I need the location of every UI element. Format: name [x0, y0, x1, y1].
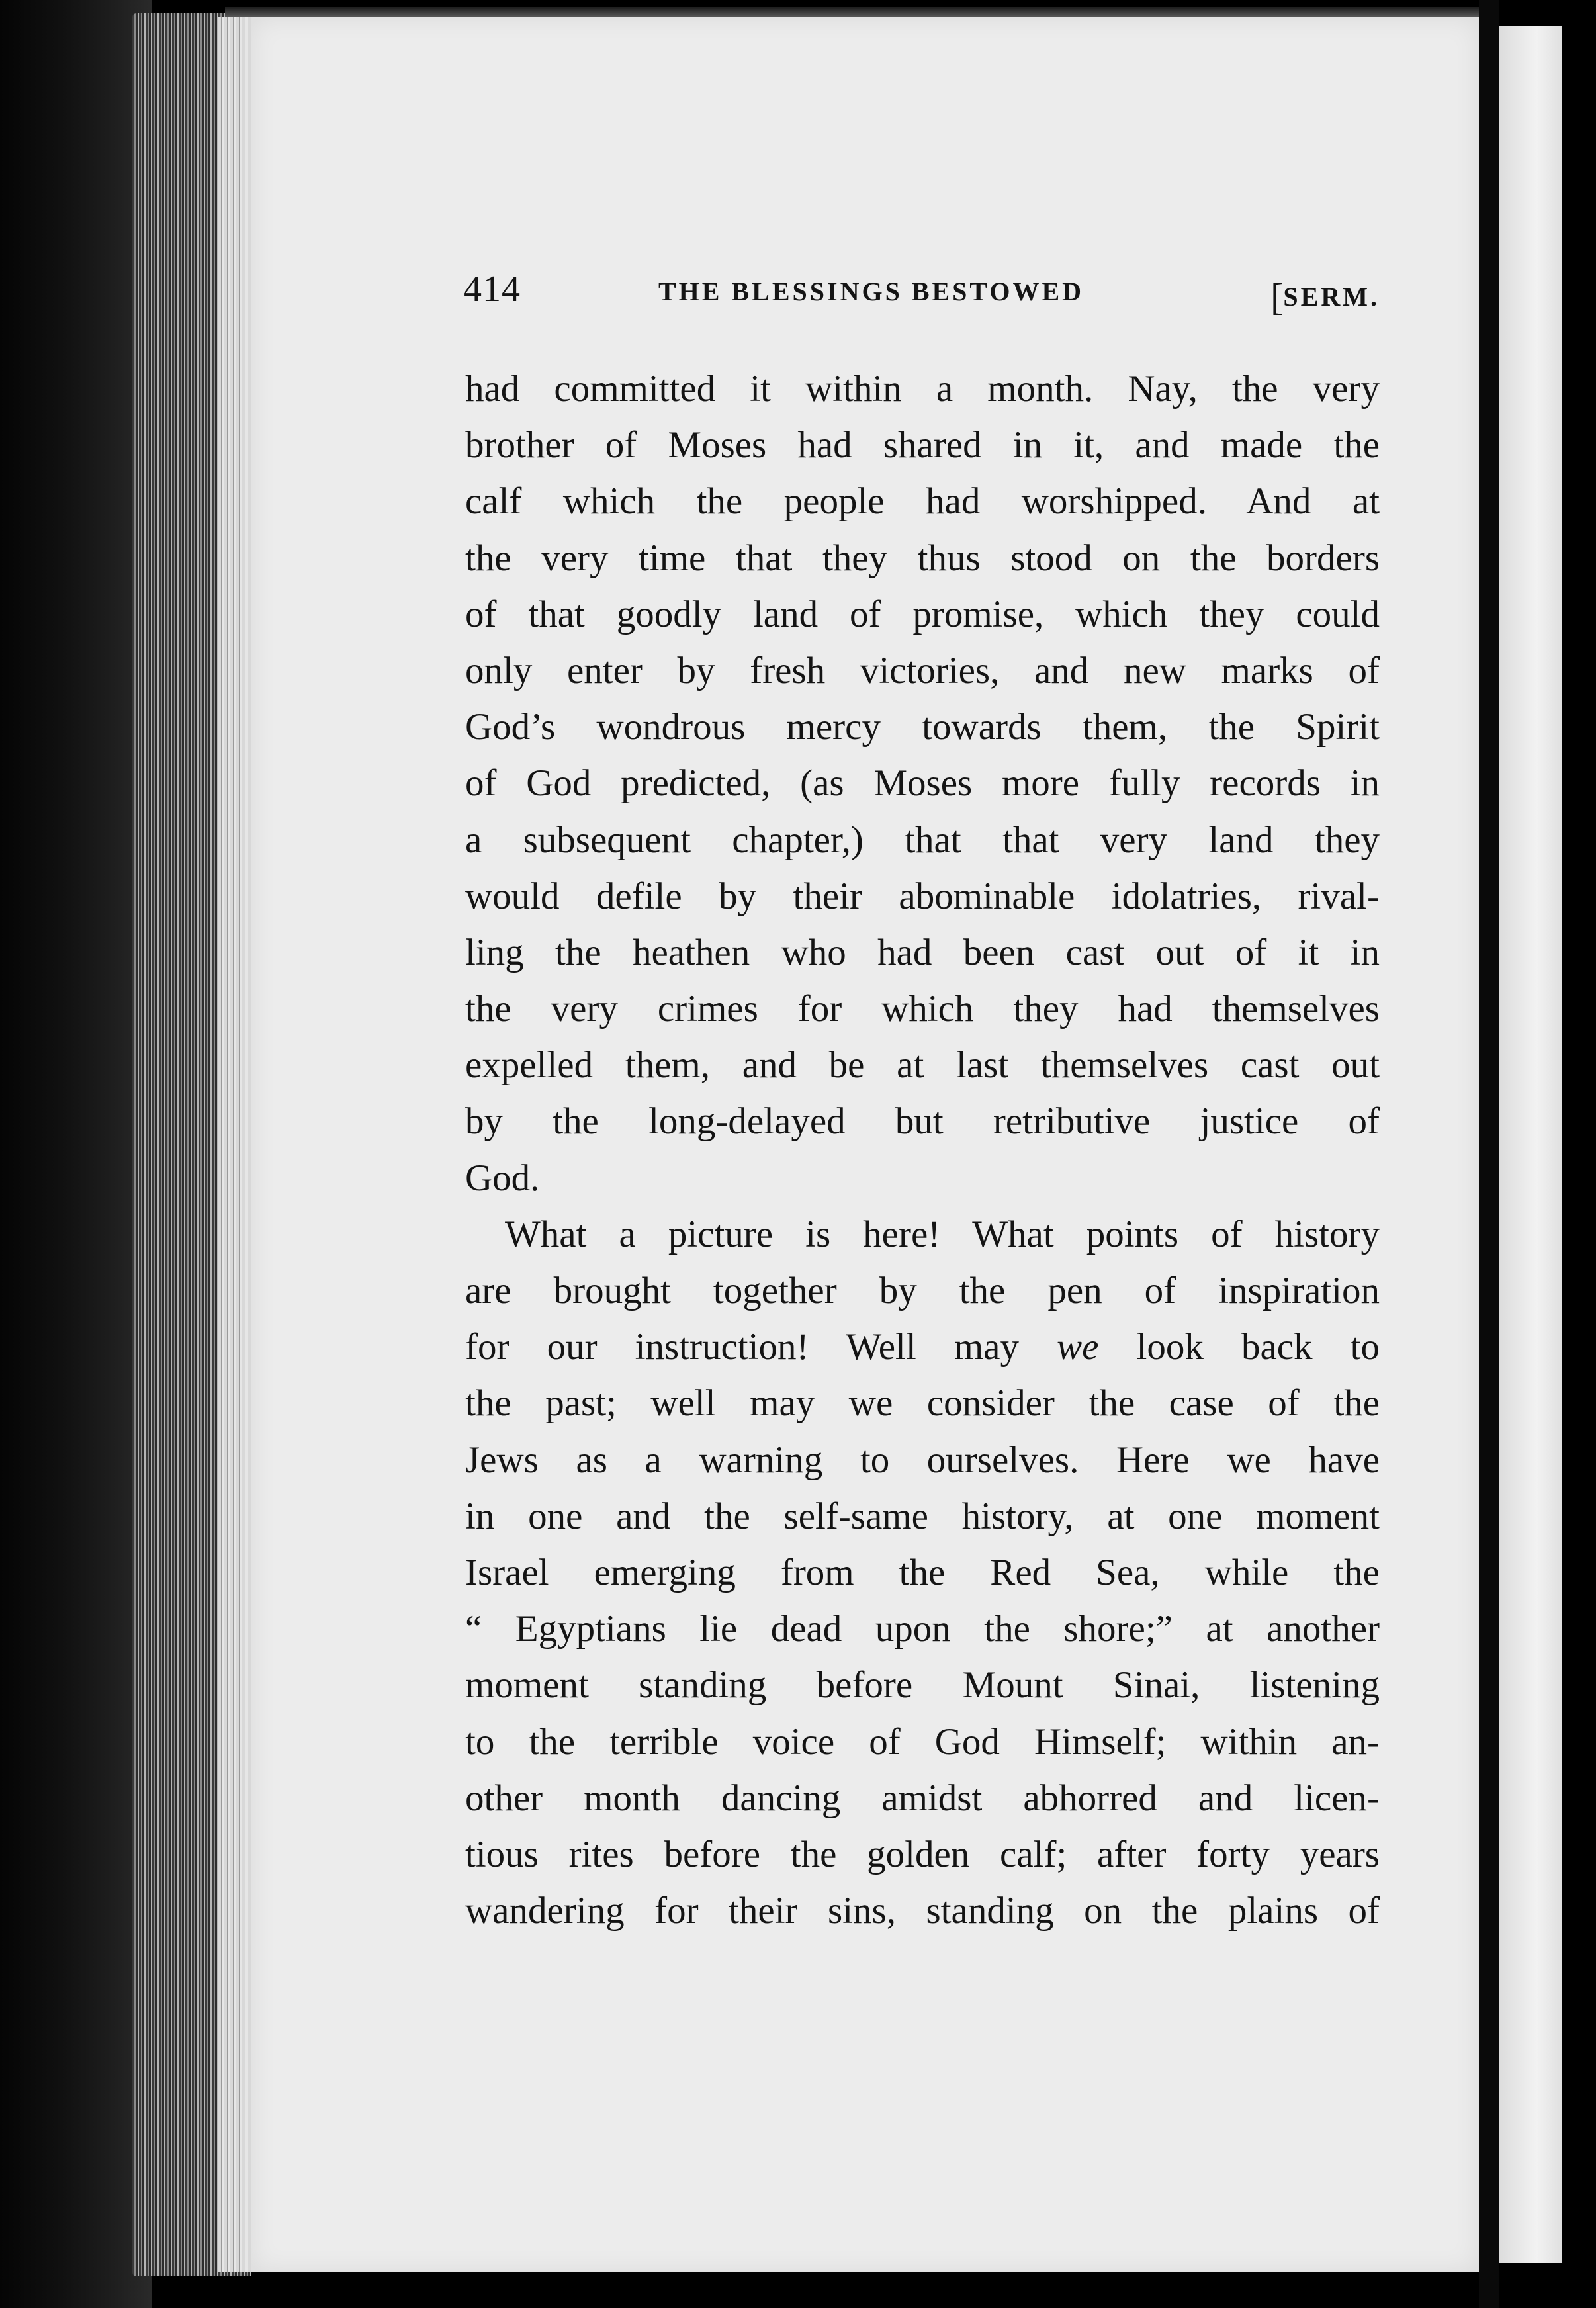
text-line: had committed it within a month. Nay, the very — [465, 368, 1380, 410]
text-line: Jews as a warning to ourselves. Here we have — [465, 1439, 1380, 1481]
body-text — [465, 361, 1380, 1939]
page-top-edge — [225, 7, 1482, 17]
text-line: calf which the people had worshipped. And at — [465, 480, 1380, 523]
text-line: “ Egyptians lie dead upon the shore;” at another — [465, 1608, 1380, 1650]
text-line: a subsequent chapter,) that that very land they — [465, 819, 1380, 861]
right-page-border — [1479, 0, 1499, 2308]
text-line: brother of Moses had shared in it, and made the — [465, 424, 1380, 466]
section-label-text: SERM. — [1283, 282, 1380, 312]
text-line: expelled them, and be at last themselves cast out — [465, 1044, 1380, 1087]
text-line: would defile by their abominable idolatries, rival- — [465, 875, 1380, 917]
running-header — [463, 268, 1380, 318]
text-line — [465, 1319, 1380, 1375]
text-line: by the long-delayed but retributive justice of — [465, 1100, 1380, 1143]
text-line: the very crimes for which they had themselves — [465, 988, 1380, 1030]
text-segment: look back to — [1098, 1326, 1380, 1368]
text-line: only enter by fresh victories, and new marks of — [465, 649, 1380, 691]
text-line: of that goodly land of promise, which they could — [465, 593, 1380, 635]
text-line: moment standing before Mount Sinai, listening — [465, 1664, 1380, 1707]
text-line: wandering for their sins, standing on the plains of — [465, 1890, 1380, 1932]
text-line: God’s wondrous mercy towards them, the Spirit — [465, 706, 1380, 748]
text-line: in one and the self-same history, at one moment — [465, 1495, 1380, 1537]
section-bracket: [ — [1270, 275, 1284, 318]
text-segment: for our instruction! Well may — [465, 1326, 1057, 1368]
text-line: of God predicted, (as Moses more fully records in — [465, 762, 1380, 805]
text-line: Israel emerging from the Red Sea, while the — [465, 1551, 1380, 1593]
book-binding-edge — [0, 0, 152, 2308]
text-line: What a picture is here! What points of history — [505, 1213, 1380, 1255]
text-line: are brought together by the pen of inspiration — [465, 1270, 1380, 1311]
text-line: the past; well may we consider the case of the — [465, 1382, 1380, 1425]
next-page-sliver — [1499, 26, 1562, 2263]
text-line: God. — [465, 1157, 540, 1199]
text-line: tious rites before the golden calf; after forty years — [465, 1833, 1380, 1875]
text-line: the very time that they thus stood on the borders — [465, 537, 1380, 579]
text-line: ling the heathen who had been cast out of it in — [465, 931, 1380, 973]
emphasis-word: we — [1057, 1326, 1099, 1368]
text-line: to the terrible voice of God Himself; within an- — [465, 1720, 1380, 1763]
section-label — [1270, 271, 1380, 318]
right-scan-edge — [1562, 0, 1596, 2308]
page-number: 414 — [463, 269, 521, 310]
running-title: THE BLESSINGS BESTOWED — [658, 277, 1085, 306]
text-line: other month dancing amidst abhorred and licen- — [465, 1777, 1380, 1819]
